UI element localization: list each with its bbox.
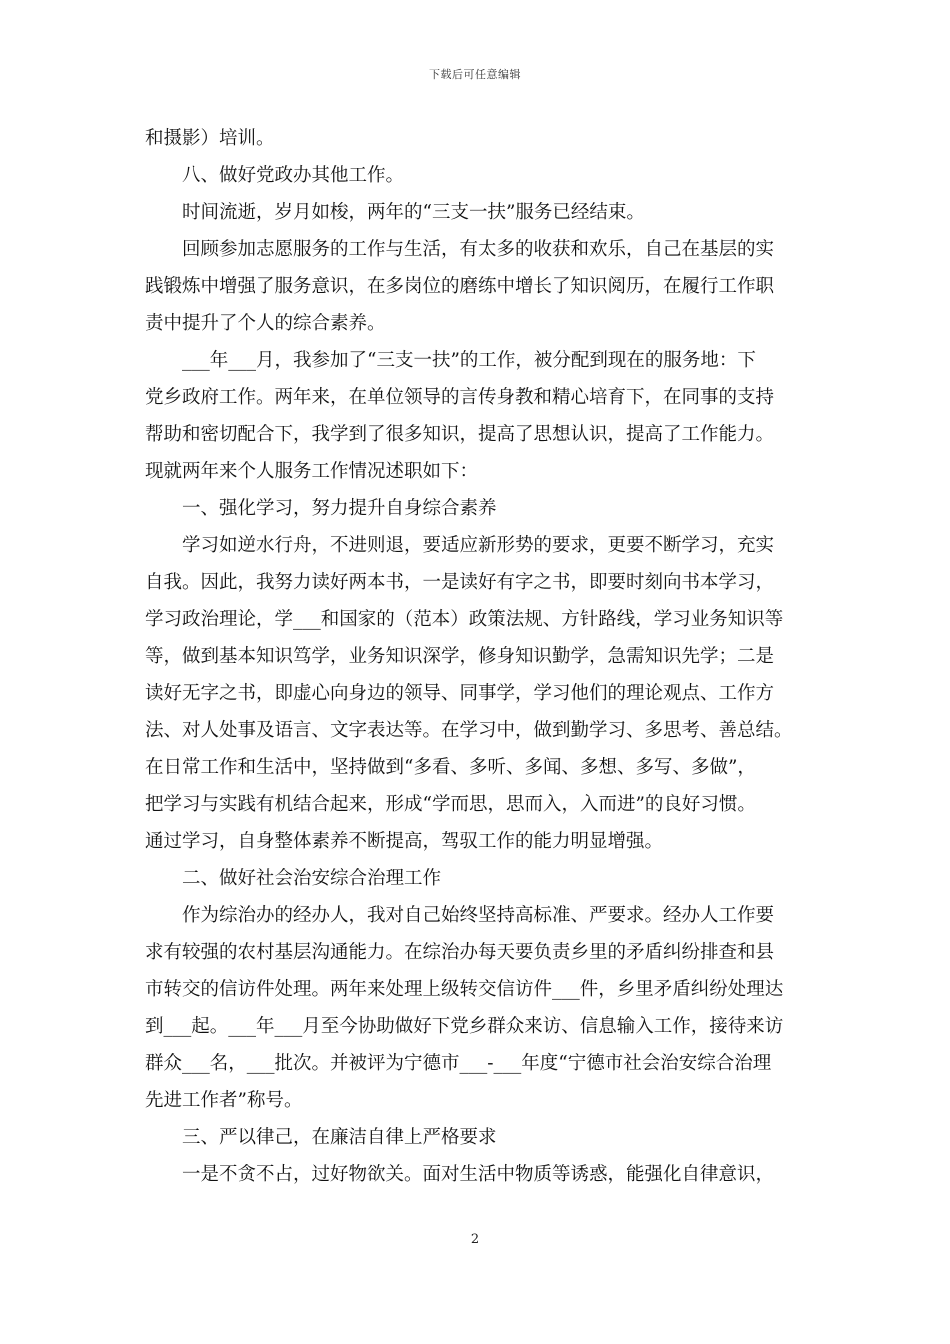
text-line: 八、做好党政办其他工作。 (182, 165, 405, 186)
text-line: 学习政治理论，学___和国家的（范本）政策法规、方针路线，学习业务知识等 (145, 609, 784, 630)
page-number: 2 (470, 1232, 480, 1247)
text-line: 法、对人处事及语言、文字表达等。在学习中，做到勤学习、多思考、善总结。 (145, 720, 793, 741)
text-line: 等，做到基本知识笃学，业务知识深学，修身知识勤学，急需知识先学；二是 (145, 646, 775, 667)
text-line: 先进工作者”称号。 (145, 1090, 303, 1111)
document-body (145, 120, 810, 1193)
text-line: 党乡政府工作。两年来，在单位领导的言传身教和精心培育下，在同事的支持 (145, 387, 775, 408)
text-line: 学习如逆水行舟，不进则退，要适应新形势的要求，更要不断学习，充实 (182, 535, 775, 556)
text-line: 二、做好社会治安综合治理工作 (182, 868, 442, 889)
text-line: 时间流逝，岁月如梭，两年的“三支一扶”服务已经结束。 (182, 202, 645, 223)
text-line: 群众___名，___批次。并被评为宁德市___-___年度“宁德市社会治安综合治理 (145, 1053, 772, 1074)
text-line: 践锻炼中增强了服务意识，在多岗位的磨练中增长了知识阅历，在履行工作职 (145, 276, 775, 297)
text-line: 帮助和密切配合下，我学到了很多知识，提高了思想认识，提高了工作能力。 (145, 424, 775, 445)
text-line: 自我。因此，我努力读好两本书，一是读好有字之书，即要时刻向书本学习， (145, 572, 775, 593)
text-line: 三、严以律己，在廉洁自律上严格要求 (182, 1127, 497, 1148)
text-line: 求有较强的农村基层沟通能力。在综治办每天要负责乡里的矛盾纠纷排查和县 (145, 942, 775, 963)
text-line: 一是不贪不占，过好物欲关。面对生活中物质等诱惑，能强化自律意识， (182, 1164, 775, 1185)
text-line: 和摄影）培训。 (145, 128, 275, 149)
page-header: 下载后可任意编辑 (429, 68, 521, 81)
text-line: 读好无字之书，即虚心向身边的领导、同事学，学习他们的理论观点、工作方 (145, 683, 775, 704)
text-line: 把学习与实践有机结合起来，形成“学而思，思而入，入而进”的良好习惯。 (145, 794, 756, 815)
text-line: ___年___月，我参加了“三支一扶”的工作，被分配到现在的服务地：下 (182, 350, 756, 371)
text-line: 到___起。___年___月至今协助做好下党乡群众来访、信息输入工作，接待来访 (145, 1016, 784, 1037)
text-line: 作为综治办的经办人，我对自己始终坚持高标准、严要求。经办人工作要 (182, 905, 775, 926)
text-line: 一、强化学习，努力提升自身综合素养 (182, 498, 497, 519)
text-line: 责中提升了个人的综合素养。 (145, 313, 386, 334)
text-line: 现就两年来个人服务工作情况述职如下： (145, 461, 479, 482)
text-line: 市转交的信访件处理。两年来处理上级转交信访件___件，乡里矛盾纠纷处理达 (145, 979, 784, 1000)
text-line: 在日常工作和生活中，坚持做到“多看、多听、多闻、多想、多写、多做”， (145, 757, 756, 778)
text-line: 通过学习，自身整体素养不断提高，驾驭工作的能力明显增强。 (145, 831, 664, 852)
text-line: 回顾参加志愿服务的工作与生活，有太多的收获和欢乐，自己在基层的实 (182, 239, 775, 260)
